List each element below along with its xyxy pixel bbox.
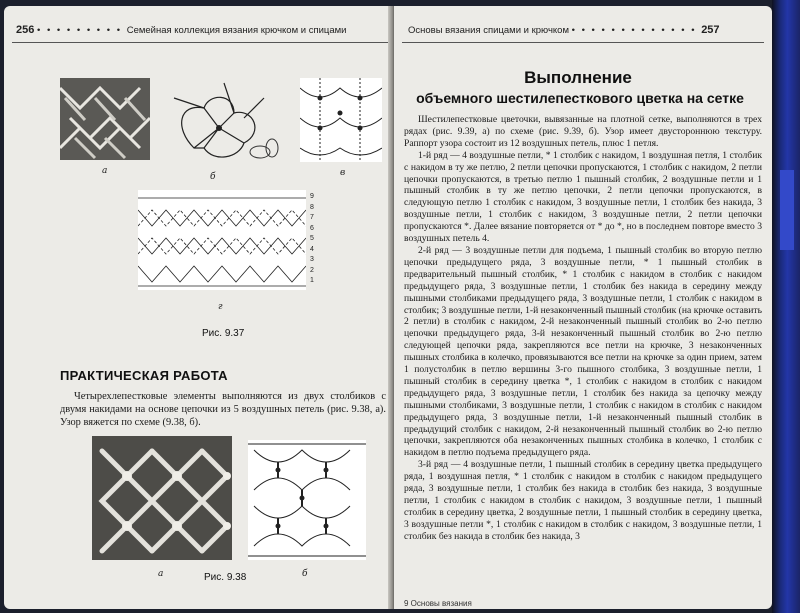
figure-937g-row-numbers [310,192,314,287]
left-running-title: Семейная коллекция вязания крючком и спицами [126,25,347,36]
right-page [394,6,772,609]
row-number: 1 [310,277,314,284]
figure-937-caption: Рис. 9.37 [202,328,245,339]
figure-938a-photo [92,436,232,560]
figure-937g-chart [138,190,306,290]
right-running-header [408,24,768,36]
figure-937a-photo [60,78,150,160]
section-title-line1: Выполнение [524,68,632,87]
section-title: ПРАКТИЧЕСКАЯ РАБОТА [60,368,228,383]
header-rule [402,42,764,43]
left-page [4,6,392,609]
figure-937v-diagram [300,78,382,162]
header-dots: • • • • • • • • • [37,25,127,36]
row-number: 5 [310,235,314,242]
paragraph: 1-й ряд — 4 воздушные петли, * 1 столбик с накидом, 1 воздушная петля, 1 столбик с накидом в ту же петлю, 2 петли цепочки пропускаются, 1 столбик с накидом, 2 петли цепочки пропускаются, в третью петлю 1 пышный столбик, 2 воздушные петли и 1 пышный столбик в ту же петлю цепочки, 2 петли цепочки пропускаются, в следующую петлю 1 столбик с накидом, 3 воздушные петли, 1 столбик без накида, 3 воздушные петли, 1 столбик с накидом, 3 воздушные петли, 2 петли цепочки пропускаются *. Далее вязание повторяется от * до *, но в последнем повторе вместо 3 воздушных петель 4. [404,149,762,245]
row-number: 6 [310,224,314,232]
right-running-title: Основы вязания спицами и крючком [408,25,569,36]
book-cover-edge [772,0,800,613]
figure-938b-chart [248,440,366,560]
row-number: 9 [310,193,314,200]
row-number: 8 [310,203,314,211]
paragraph: Шестилепестковые цветочки, вывязанные на плотной сетке, выполняются в трех рядах (рис. 9.39, а) по схеме (рис. 9.39, б). Узор имеет двустороннюю текстуру. Раппорт узора состоит из 12 воздушных петель, плюс 1 петля. [404,114,762,149]
row-number: 2 [310,266,314,274]
header-dots: • • • • • • • • • • • • • [571,25,702,36]
paragraph: 2-й ряд — 3 воздушные петли для подъема, 1 пышный столбик во вторую петлю цепочки предыдущего ряда, 3 воздушные петли, * 1 пышный столбик в предварительный пышный столбик, * 1 столбик с накидом в столбик с накидом предыдущего ряда, 3 воздушные петли, 1 столбик без накида в середину между пышными столбиками предыдущего ряда, 3 воздушные петли, 1 столбик с накидом в столбик; 3 воздушные петли, 1-й незаконченный пышный столбик (на крючке оставить 2 петли) в столбик с накидом, 2-й незаконченный пышный столбик во 2-ю петлю цепочки предыдущего ряда, 3-й незаконченный пышный столбик во 2-ю петлю следующей цепочки ряда, закрепляются все петли на крючке, 3 незаконченных пышных столбика в колечко, провязываются все петли на крючке за один прием, затем 1 полустолбик в петлю вершины 3-го пышного столбика, 3 воздушные петли, 1 пышный столбик в середину цветка *, 1 столбик с накидом в столбик с накидом предыдущего ряда, 3 воздушные петли, 1 столбик без накида за цепочку между пышными столбиками, 3 воздушные петли, 1 столбик с накидом в столбик с накидом предыдущего ряда, 3 воздушные петли, 1-й незаконченный пышный столбик в предыдущий столбик с накидом, 2-й незаконченный пышный столбик во 2-ю петлю цепочки, закрепляются оба незаконченных пышных столбика в колечко, 1 столбик с накидом в петлю подъема предыдущего ряда. [404,244,762,459]
figure-937-label-g: г [218,302,223,312]
left-paragraph [60,390,386,429]
figure-938-caption: Рис. 9.38 [204,572,247,583]
page-footer: 9 Основы вязания [404,599,472,608]
row-number: 7 [310,214,314,221]
paragraph-text: Четырехлепестковые элементы выполняются из двух столбиков с двумя накидами на основе цепочки из 5 воздушных петель (рис. 9.38, а). Узор вяжется по схеме (9.38, б). [60,391,386,429]
row-number: 4 [310,245,314,253]
right-body [404,114,762,543]
figure-937-label-v: в [340,168,346,178]
figure-937-label-a: а [102,166,108,176]
section-title-line2: объемного шестилепесткового цветка на сетке [416,90,744,106]
left-page-number: 256 [16,24,35,36]
row-number: 3 [310,256,314,263]
figure-937-label-b: б [210,172,216,182]
paragraph: 3-й ряд — 4 воздушные петли, 1 пышный столбик в середину цветка предыдущего ряда, 1 воздушная петля, * 1 столбик с накидом в столбик с накидом предыдущего ряда, 3 воздушные петли, 1 столбик без накида в столбик без накида, 3 воздушные петли, 1 столбик с накидом в столбик с накидом, 3 воздушные петли, 1 пышный столбик в середину цветка, 2 воздушные петли, 1 пышный столбик в середину цветка, 3 воздушные петли *, 1 столбик с накидом в столбик с накидом, 3 воздушные петли, 1 столбик без накида в столбик без накида, 3 [404,459,762,542]
header-rule [12,42,388,43]
cover-stripe [780,170,794,250]
left-running-header [16,24,386,36]
right-page-number: 257 [701,24,720,36]
figure-938-label-a: а [158,569,164,579]
figure-938-label-b: б [302,569,308,579]
figure-937b-diagram [164,78,282,168]
